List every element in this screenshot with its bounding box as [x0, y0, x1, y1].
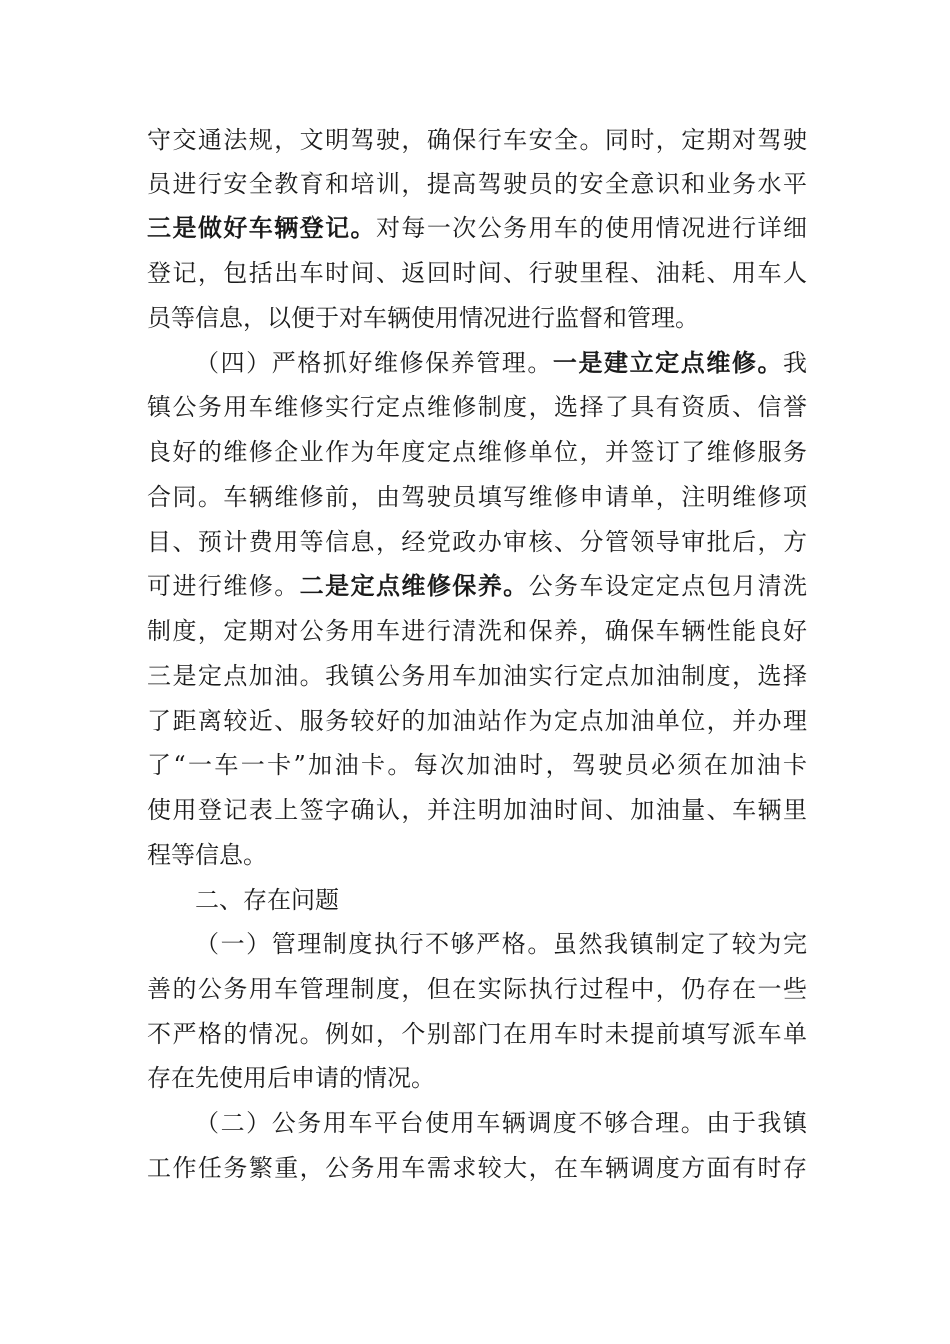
subsection-title: （四）严格抓好维修保养管理。 — [195, 349, 553, 377]
paragraph-line: 工作任务繁重，公务用车需求较大，在车辆调度方面有时存 — [147, 1154, 807, 1182]
line-text: 我 — [783, 349, 807, 377]
paragraph-line: 制度，定期对公务用车进行清洗和保养，确保车辆性能良好 — [147, 617, 807, 645]
subsection-line — [195, 343, 807, 383]
paragraph-line: 镇公务用车维修实行定点维修制度，选择了具有资质、信誉 — [147, 393, 807, 421]
line-text: 对每一次公务用车的使用情况进行详细 — [375, 214, 807, 242]
paragraph-line: 目、预计费用等信息，经党政办审核、分管领导审批后，方 — [147, 528, 807, 556]
paragraph-line: 使用登记表上签字确认，并注明加油时间、加油量、车辆里 — [147, 796, 807, 824]
paragraph-line: 程等信息。 — [147, 841, 267, 869]
subsection-line: （一）管理制度执行不够严格。虽然我镇制定了较为完 — [195, 930, 807, 958]
line-text: 公务车设定定点包月清洗 — [528, 572, 807, 600]
paragraph-line: 善的公务用车管理制度，但在实际执行过程中，仍存在一些 — [147, 975, 807, 1003]
paragraph-line: 三是定点加油。我镇公务用车加油实行定点加油制度，选择 — [147, 662, 807, 690]
bold-lead-phrase: 一是建立定点维修。 — [552, 349, 784, 377]
paragraph-line: 合同。车辆维修前，由驾驶员填写维修申请单，注明维修项 — [147, 483, 807, 511]
bold-lead-phrase: 三是做好车辆登记。 — [147, 214, 376, 242]
paragraph-line — [147, 566, 807, 606]
paragraph-line: 员进行安全教育和培训，提高驾驶员的安全意识和业务水平 — [147, 170, 807, 198]
subsection-line: （二）公务用车平台使用车辆调度不够合理。由于我镇 — [195, 1109, 807, 1137]
paragraph-line: 守交通法规，文明驾驶，确保行车安全。同时，定期对驾驶 — [147, 126, 807, 154]
paragraph-line: 存在先使用后申请的情况。 — [147, 1064, 435, 1092]
paragraph-line: 登记，包括出车时间、返回时间、行驶里程、油耗、用车人 — [147, 259, 807, 287]
paragraph-line: 良好的维修企业作为年度定点维修单位，并签订了维修服务 — [147, 438, 807, 466]
paragraph-line: 不严格的情况。例如，个别部门在用车时未提前填写派车单 — [147, 1020, 807, 1048]
paragraph-line: 了距离较近、服务较好的加油站作为定点加油单位，并办理 — [147, 707, 807, 735]
line-text: 可进行维修。 — [147, 572, 300, 600]
paragraph-line: 了“一车一卡”加油卡。每次加油时，驾驶员必须在加油卡 — [147, 751, 807, 779]
bold-lead-phrase: 二是定点维修保养。 — [299, 572, 529, 600]
section-heading: 二、存在问题 — [195, 886, 339, 914]
paragraph-line — [147, 208, 807, 248]
paragraph-line: 员等信息，以便于对车辆使用情况进行监督和管理。 — [147, 304, 699, 332]
